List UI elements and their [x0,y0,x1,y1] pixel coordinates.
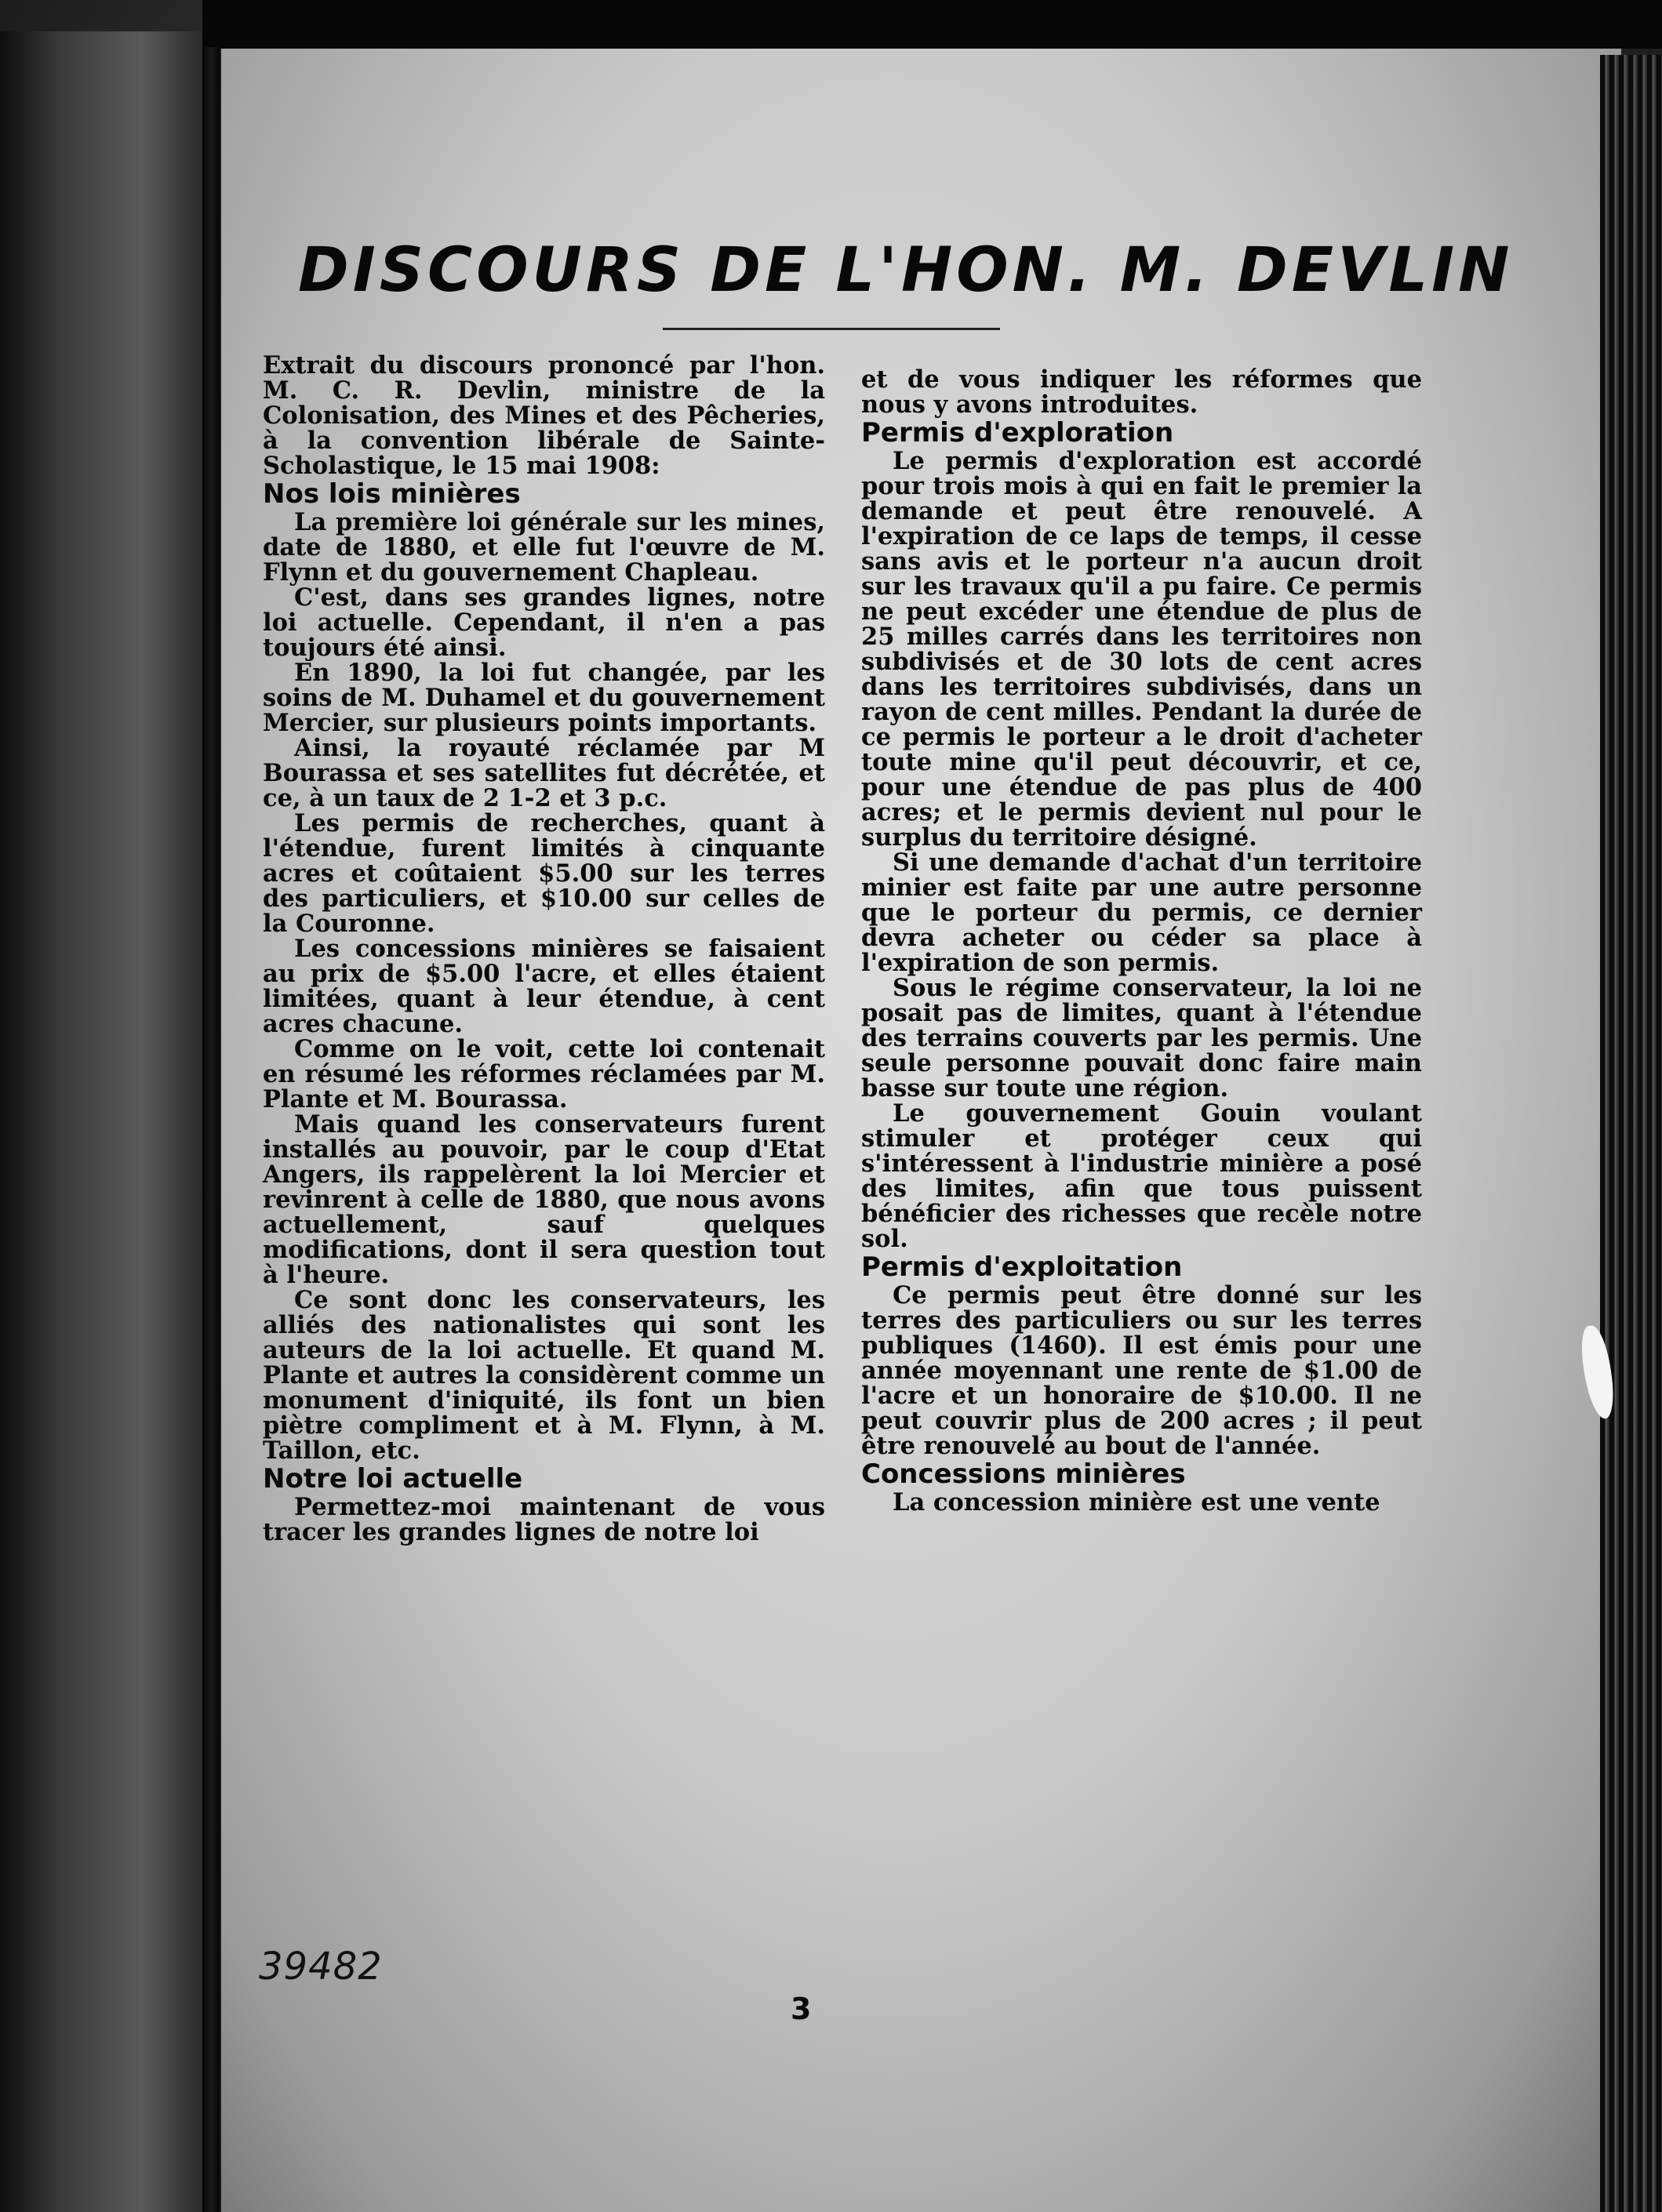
column-right [861,367,1422,1515]
paragraph: Ce permis peut être donné sur les terres des particuliers ou sur les terres publiques (1460). Il est émis pour une année moyennant une rente de $1.00 de l'acre et un honoraire de $10.00. Il ne peut couvrir plus de 200 acres ; il peut être renouvelé au bout de l'année. [861,1281,1422,1460]
paragraph: Les concessions minières se faisaient au prix de $5.00 l'acre, et elles étaient limitées, quant à leur étendue, à cent acres chacune. [263,935,825,1038]
page-title: DISCOURS DE L'HON. M. DEVLIN [298,235,1514,306]
section-heading: Permis d'exploration [861,417,1174,449]
column-left [263,353,825,1545]
paragraph: La première loi générale sur les mines, date de 1880, et elle fut l'œuvre de M. Flynn et du gouvernement Chapleau. [263,508,825,587]
title-rule [663,328,1000,330]
book-gutter [202,47,220,2212]
paragraph: Le gouvernement Gouin voulant stimuler et protéger ceux qui s'intéressent à l'industrie minière a posé des limites, afin que tous puissent bénéficier des richesses que recèle notre sol. [861,1099,1422,1253]
paragraph: Comme on le voit, cette loi contenait en résumé les réformes réclamées par M. Plante et M. Bourassa. [263,1035,825,1113]
paragraph: Ce sont donc les conservateurs, les alliés des nationalistes qui sont les auteurs de la loi actuelle. Et quand M. Plante et autres la considèrent comme un monument d'iniquité, ils font un bien piètre compliment et à M. Flynn, à M. Taillon, etc. [263,1286,825,1465]
paragraph: Ainsi, la royauté réclamée par M Bourassa et ses satellites fut décrétée, et ce, à un taux de 2 1-2 et 3 p.c. [263,734,825,812]
paragraph: Si une demande d'achat d'un territoire minier est faite par une autre personne que le porteur du permis, ce dernier devra acheter ou céder sa place à l'expiration de son permis. [861,848,1422,977]
paragraph: Sous le régime conservateur, la loi ne posait pas de limites, quant à l'étendue des terrains couverts par les permis. Une seule personne pouvait donc faire main basse sur toute une région. [861,974,1422,1102]
paragraph: Permettez-moi maintenant de vous tracer les grandes lignes de notre loi [263,1493,825,1546]
paragraph: et de vous indiquer les réformes que nous y avons introduites. [861,365,1422,419]
page-number: 3 [791,1992,812,2026]
paragraph: La concession minière est une vente [893,1488,1380,1516]
facing-page-edge [0,31,202,2212]
paragraph: Les permis de recherches, quant à l'étendue, furent limités à cinquante acres et coûtaient $5.00 sur les terres des particuliers, et $10.00 sur celles de la Couronne. [263,809,825,938]
section-heading: Permis d'exploitation [861,1251,1183,1283]
scan-top-border [202,0,1662,49]
handwritten-number: 39482 [259,1945,383,1989]
paragraph: Mais quand les conservateurs furent installés au pouvoir, par le coup d'Etat Angers, ils rappelèrent la loi Mercier et revinrent à celle de 1880, que nous avons actuellement, sauf quelques modifications, dont il sera question tout à l'heure. [263,1110,825,1289]
paragraph: Le permis d'exploration est accordé pour trois mois à qui en fait le premier la demande et peut être renouvelé. A l'expiration de ce laps de temps, il cesse sans avis et le porteur n'a aucun droit sur les travaux qu'il a pu faire. Ce permis ne peut excéder une étendue de plus de 25 milles carrés dans les territoires non subdivisés et de 30 lots de cent acres dans les territoires subdivisés, dans un rayon de cent milles. Pendant la durée de ce permis le porteur a le droit d'acheter toute mine qu'il peut découvrir, et ce, pour une étendue de pas plus de 400 acres; et le permis devient nul pour le surplus du territoire désigné. [861,447,1422,852]
paragraph: En 1890, la loi fut changée, par les soins de M. Duhamel et du gouvernement Mercier, sur plusieurs points importants. [263,659,825,737]
page-stack-edge [1600,55,1662,2212]
section-heading: Concessions minières [861,1458,1186,1490]
section-heading: Nos lois minières [263,478,521,510]
paragraph: C'est, dans ses grandes lignes, notre loi actuelle. Cependant, il n'en a pas toujours été ainsi. [263,583,825,662]
section-heading: Notre loi actuelle [263,1463,523,1495]
paragraph: Extrait du discours prononcé par l'hon. M. C. R. Devlin, ministre de la Colonisation, des Mines et des Pêcheries, à la convention libérale de Sainte-Scholastique, le 15 mai 1908: [263,351,825,480]
